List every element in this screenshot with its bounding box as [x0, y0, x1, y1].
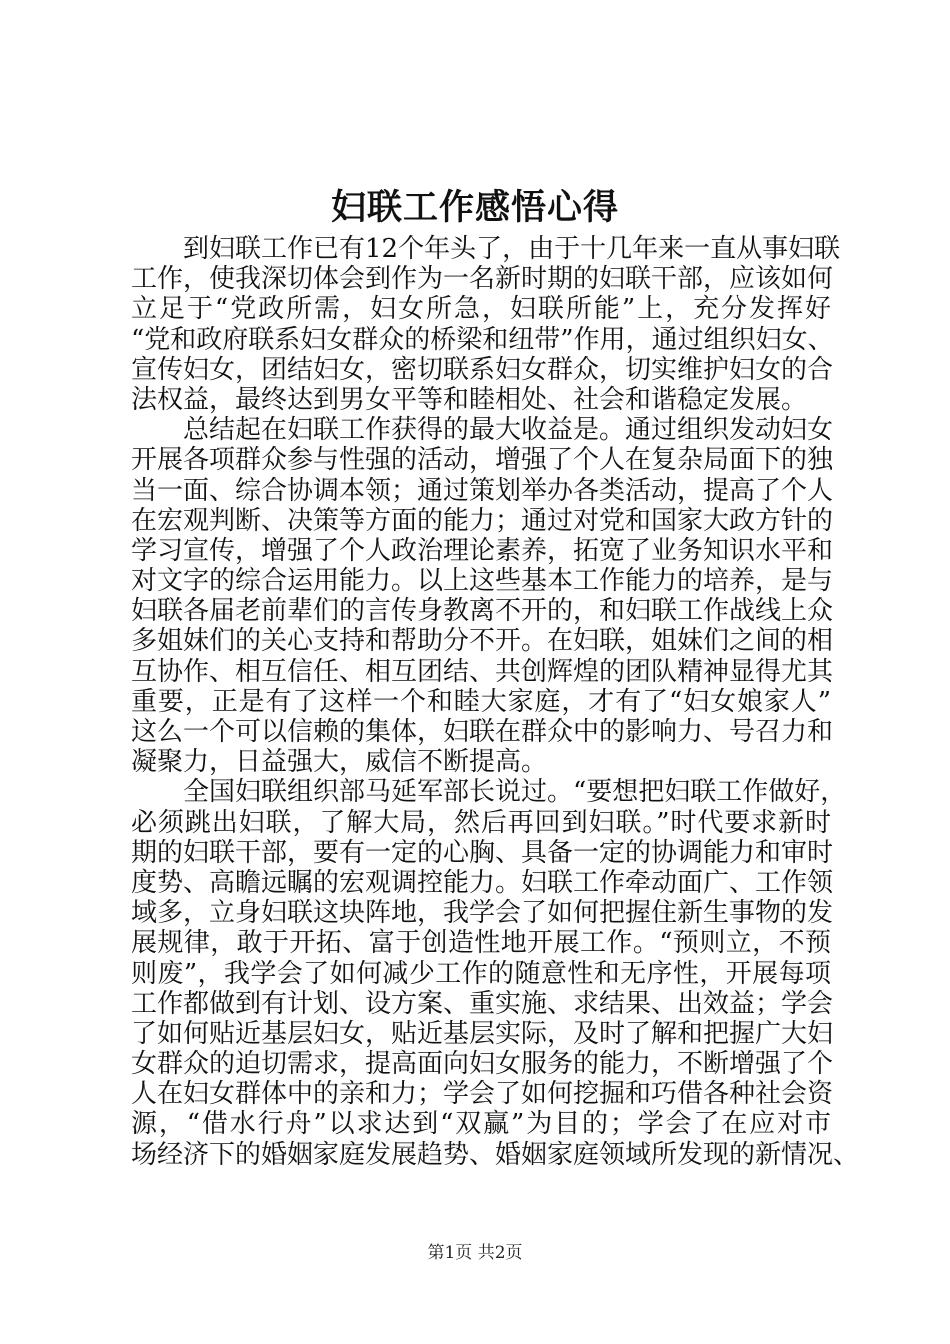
paragraph-line: 域多，立身妇联这块阵地，我学会了如何把握住新生事物的发	[131, 898, 834, 929]
paragraph-line: 女群众的迫切需求，提高面向妇女服务的能力，不断增强了个	[131, 1049, 834, 1080]
paragraph-line: 宣传妇女，团结妇女，密切联系妇女群众，切实维护妇女的合	[131, 354, 834, 385]
paragraph-line: 多姐妹们的关心支持和帮助分不开。在妇联，姐妹们之间的相	[131, 626, 834, 657]
paragraph-line: 到妇联工作已有12个年头了，由于十几年来一直从事妇联	[183, 234, 841, 264]
paragraph-line: 了如何贴近基层妇女，贴近基层实际，及时了解和把握广大妇	[131, 1018, 834, 1049]
paragraph-line: 必须跳出妇联，了解大局，然后再回到妇联。”时代要求新时	[131, 807, 831, 838]
paragraph-line: 凝聚力，日益强大，威信不断提高。	[131, 747, 548, 778]
paragraph-line: 立足于“党政所需，妇女所急，妇联所能”上，充分发挥好	[131, 294, 831, 325]
paragraph-line: 法权益，最终达到男女平等和睦相处、社会和谐稳定发展。	[131, 384, 808, 415]
paragraph-line: 总结起在妇联工作获得的最大收益是。通过组织发动妇女	[183, 415, 834, 446]
page-number: 第1页 共2页	[427, 1243, 523, 1263]
paragraph-line: “党和政府联系妇女群众的桥梁和纽带”作用，通过组织妇女、	[131, 324, 834, 355]
paragraph-line: 当一面、综合协调本领；通过策划举办各类活动，提高了个人	[131, 475, 834, 506]
paragraph-line: 这么一个可以信赖的集体，妇联在群众中的影响力、号召力和	[131, 717, 834, 747]
document-title: 妇联工作感悟心得	[330, 187, 619, 228]
paragraph-line: 学习宣传，增强了个人政治理论素养，拓宽了业务知识水平和	[131, 535, 834, 566]
paragraph-line: 开展各项群众参与性强的活动，增强了个人在复杂局面下的独	[131, 445, 834, 476]
paragraph-line: 展规律，敢于开拓、富于创造性地开展工作。“预则立，不预	[131, 928, 831, 959]
paragraph-line: 工作都做到有计划、设方案、重实施、求结果、出效益；学会	[131, 988, 834, 1019]
paragraph-line: 场经济下的婚姻家庭发展趋势、婚姻家庭领域所发现的新情况、	[131, 1139, 860, 1170]
paragraph	[131, 777, 860, 1170]
page-footer	[0, 1242, 950, 1264]
paragraph-line: 工作，使我深切体会到作为一名新时期的妇联干部，应该如何	[131, 264, 834, 295]
paragraph-line: 对文字的综合运用能力。以上这些基本工作能力的培养，是与	[131, 566, 834, 597]
paragraph	[131, 415, 834, 778]
paragraph-line: 人在妇女群体中的亲和力；学会了如何挖掘和巧借各种社会资	[131, 1079, 834, 1110]
paragraph	[131, 234, 841, 415]
paragraph-line: 则废”，我学会了如何减少工作的随意性和无序性，开展每项	[131, 958, 831, 989]
paragraph-line: 互协作、相互信任、相互团结、共创辉煌的团队精神显得尤其	[131, 656, 834, 687]
paragraph-line: 妇联各届老前辈们的言传身教离不开的，和妇联工作战线上众	[131, 596, 834, 627]
document-body	[131, 234, 860, 1170]
paragraph-line: 重要，正是有了这样一个和睦大家庭，才有了“妇女娘家人”	[131, 686, 831, 717]
paragraph-line: 全国妇联组织部马延军部长说过。“要想把妇联工作做好，	[183, 777, 847, 808]
paragraph-line: 源，“借水行舟”以求达到“双赢”为目的；学会了在应对市	[131, 1109, 831, 1140]
paragraph-line: 度势、高瞻远瞩的宏观调控能力。妇联工作牵动面广、工作领	[131, 867, 834, 898]
paragraph-line: 在宏观判断、决策等方面的能力；通过对党和国家大政方针的	[131, 505, 834, 536]
paragraph-line: 期的妇联干部，要有一定的心胸、具备一定的协调能力和审时	[131, 837, 834, 868]
